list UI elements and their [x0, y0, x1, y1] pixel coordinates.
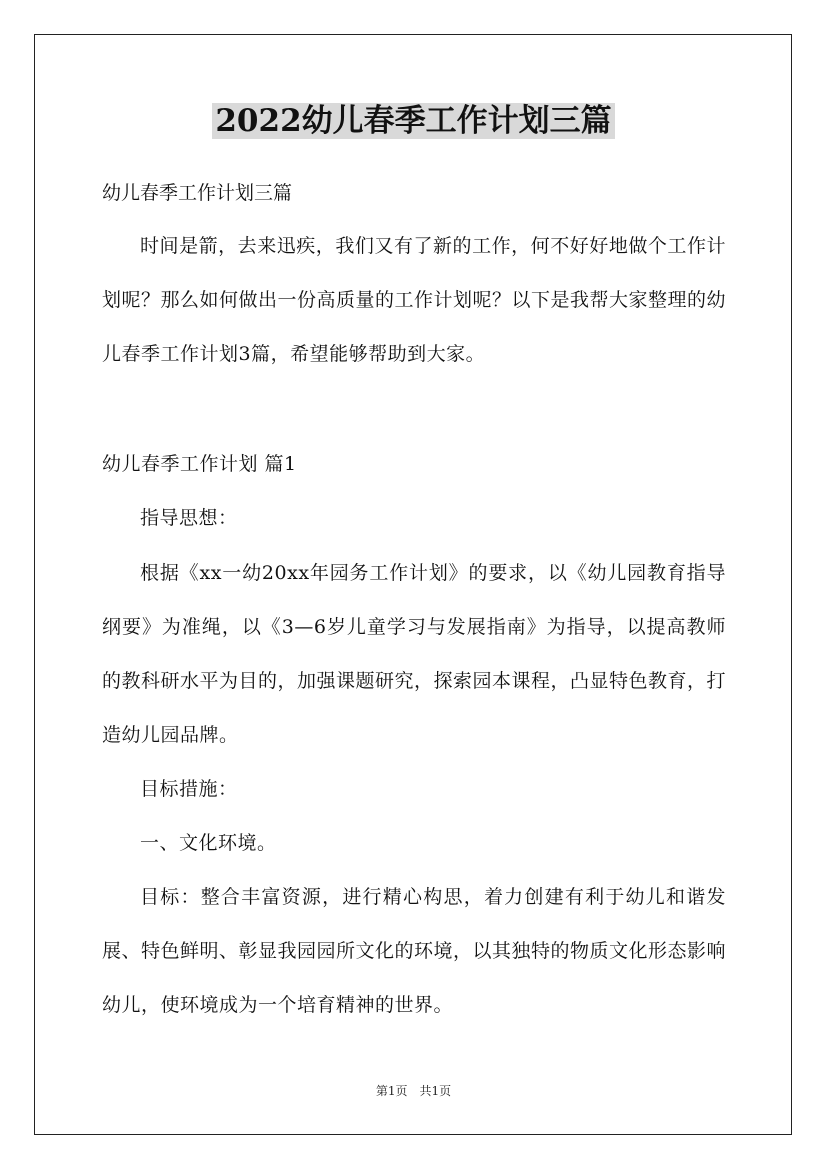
item-one-heading: 一、文化环境。 — [140, 832, 277, 854]
measures-label: 目标措施： — [140, 778, 238, 800]
page-number-label: 第1页 共1页 — [375, 1084, 452, 1098]
guide-label: 指导思想： — [140, 507, 238, 529]
document-title-text: 2022幼儿春季工作计划三篇 — [212, 103, 614, 139]
goal-paragraph: 目标：整合丰富资源，进行精心构思，着力创建有利于幼儿和谐发展、特色鲜明、彰显我园园所文化的环境，以其独特的物质文化形态影响幼儿，使环境成为一个培育精神的世界。 — [102, 886, 727, 1016]
document-subtitle: 幼儿春季工作计划三篇 — [102, 182, 293, 204]
intro-paragraph: 时间是箭，去来迅疾，我们又有了新的工作，何不好好地做个工作计划呢？那么如何做出一份高质量的工作计划呢？以下是我帮大家整理的幼儿春季工作计划3篇，希望能够帮助到大家。 — [102, 235, 727, 365]
document-title — [0, 98, 827, 144]
guide-paragraph: 根据《xx一幼20xx年园务工作计划》的要求，以《幼儿园教育指导纲要》为准绳，以《3—6岁儿童学习与发展指南》为指导，以提高教师的教科研水平为目的，加强课题研究，探索园本课程，凸显特色教育，打造幼儿园品牌。 — [102, 562, 727, 746]
section-heading: 幼儿春季工作计划 篇1 — [102, 453, 297, 475]
page-footer — [0, 1082, 827, 1100]
